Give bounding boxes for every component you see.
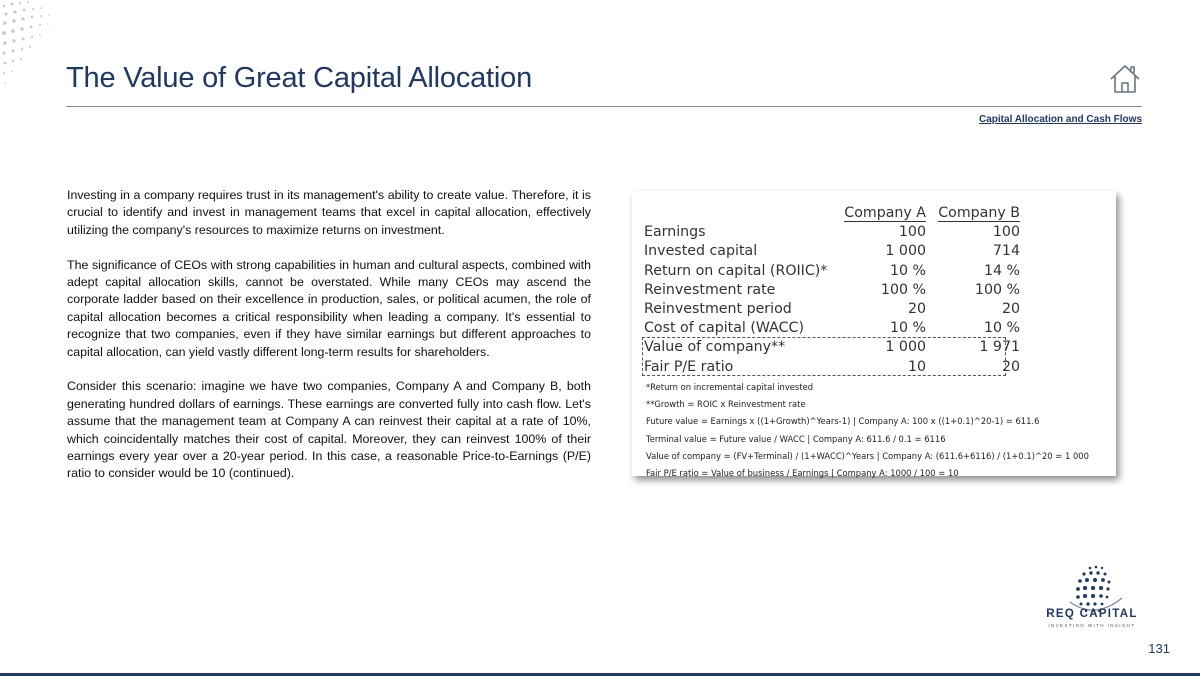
globe-logo-icon <box>1040 552 1144 632</box>
home-icon[interactable] <box>1108 63 1142 95</box>
footnote: Terminal value = Future value / WACC | Company A: 611.6 / 0.1 = 6116 <box>646 433 946 444</box>
row-label: Fair P/E ratio <box>644 358 734 375</box>
row-label: Cost of capital (WACC) <box>644 320 804 337</box>
table-row <box>644 300 1020 319</box>
footnote: Future value = Earnings x ((1+Growth)^Years-1) | Company A: 100 x ((1+0.1)^20-1) = 611.6 <box>646 416 1040 427</box>
footnote: *Return on incremental capital invested <box>646 382 814 392</box>
value-company-b: 10 % <box>983 320 1020 337</box>
table-row <box>644 223 1020 242</box>
value-company-b: 100 % <box>974 281 1020 298</box>
paragraph-1: Investing in a company requires trust in its management's ability to create value. Therefore, it is crucial to identify and invest in management teams that excel in capital allocation, effectively utilizing the company's resources to maximize returns on investment. <box>67 188 591 237</box>
page-number: 131 <box>1148 641 1170 656</box>
value-company-a: 10 <box>907 358 926 375</box>
value-company-a: 100 <box>898 224 926 241</box>
row-label: Reinvestment rate <box>644 281 776 298</box>
row-label: Invested capital <box>644 243 758 260</box>
row-label: Value of company** <box>644 339 786 356</box>
footnotes <box>646 379 1089 482</box>
value-company-b: 1 971 <box>979 339 1020 356</box>
col-header-company-b: Company B <box>938 205 1020 221</box>
value-company-a: 1 000 <box>885 243 926 260</box>
brand-name: REQ CAPITAL <box>1046 608 1138 620</box>
dot-pattern-icon <box>0 0 70 110</box>
value-company-a: 10 % <box>889 320 926 337</box>
footnote: Value of company = (FV+Terminal) / (1+WACC)^Years | Company A: (611.6+6116) / (1+0.1)^20 = 1 000 <box>646 450 1089 461</box>
value-company-b: 14 % <box>983 262 1020 279</box>
value-company-b: 714 <box>992 243 1020 260</box>
highlight-box <box>642 337 1006 376</box>
body-text <box>67 187 591 500</box>
col-header-company-a: Company A <box>844 205 926 221</box>
page-title: The Value of Great Capital Allocation <box>66 62 533 94</box>
value-company-a: 1 000 <box>885 339 926 356</box>
paragraph-3: Consider this scenario: imagine we have two companies, Company A and Company B, both generating hundred dollars of earnings. These earnings are converted fully into cash flow. Let's assume that the management team at Company A can reinvest their capital at a rate of 10%, which coincidentally matches their cost of capital. Moreover, they can reinvest 100% of their earnings every year over a 20-year period. In this case, a reasonable Price-to-Earnings (P/E) ratio to consider would be 10 (continued). <box>67 379 591 481</box>
value-company-a: 100 % <box>880 281 926 298</box>
table-row <box>644 242 1020 261</box>
row-label: Reinvestment period <box>644 301 792 318</box>
value-company-a: 10 % <box>889 262 926 279</box>
table-row <box>644 319 1020 338</box>
value-company-a: 20 <box>907 301 926 318</box>
table-row <box>644 262 1020 281</box>
row-label: Earnings <box>644 224 706 241</box>
comparison-panel <box>632 191 1116 479</box>
row-label: Return on capital (ROIIC)* <box>644 262 828 279</box>
value-company-b: 20 <box>1001 358 1020 375</box>
footnote: **Growth = ROIC x Reinvestment rate <box>646 399 806 410</box>
value-company-b: 20 <box>1001 301 1020 318</box>
paragraph-2: The significance of CEOs with strong capabilities in human and cultural aspects, combined with adept capital allocation skills, cannot be overstated. While many CEOs may ascend the corporate ladder based on their excellence in production, sales, or political acumen, the role of capital allocation becomes a critical responsibility when leading a company. It's essential to recognize that two companies, even if they have similar earnings but different approaches to capital allocation, can yield vastly different long-term results for shareholders. <box>67 257 591 359</box>
value-company-b: 100 <box>992 224 1020 241</box>
header-divider <box>66 106 1142 107</box>
footnote: Fair P/E ratio = Value of business / Earnings | Company A: 1000 / 100 = 10 <box>646 468 959 479</box>
brand-tagline: INVESTING WITH INSIGHT <box>1048 623 1136 628</box>
table-row <box>644 281 1020 300</box>
section-link[interactable]: Capital Allocation and Cash Flows <box>979 114 1142 125</box>
